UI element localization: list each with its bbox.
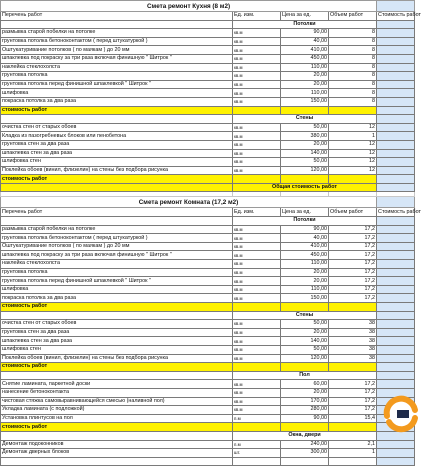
table-row (1, 158, 415, 167)
header-row (1, 12, 415, 21)
section-title[interactable]: Стены (233, 115, 377, 124)
quantity-cell[interactable]: 1 (329, 132, 377, 141)
empty-cell[interactable] (281, 303, 329, 312)
header-row (1, 208, 415, 217)
table-row (1, 260, 415, 269)
work-name-cell[interactable]: Поклейка обоев (винил, флизелин) на стены без подбора рисунка (1, 354, 233, 363)
estimate-title-row (1, 197, 415, 208)
price-cell[interactable]: 170,00 (281, 397, 329, 406)
work-name-cell[interactable]: грунтовка потолка (1, 268, 233, 277)
cost-cell[interactable] (377, 158, 415, 167)
quantity-cell[interactable]: 8 (329, 80, 377, 89)
table-row (1, 328, 415, 337)
quantity-cell[interactable]: 38 (329, 345, 377, 354)
table-row (1, 80, 415, 89)
work-name-cell[interactable]: шлифовка стен (1, 345, 233, 354)
unit-cell[interactable]: кв.м (233, 80, 281, 89)
price-cell[interactable]: 110,00 (281, 89, 329, 98)
cost-cell[interactable] (377, 242, 415, 251)
unit-cell[interactable]: кв.м (233, 29, 281, 38)
work-name-cell[interactable]: грунтовка стен за два раза (1, 140, 233, 149)
cost-cell[interactable] (377, 354, 415, 363)
work-name-cell[interactable]: Поклейка обоев (винил, флизелин) на стены без подбора рисунка (1, 166, 233, 175)
empty-row (1, 457, 415, 466)
empty-cell[interactable] (329, 423, 377, 432)
empty-cell[interactable] (281, 175, 329, 184)
cost-cell[interactable] (377, 260, 415, 269)
table-row (1, 225, 415, 234)
quantity-cell[interactable]: 12 (329, 140, 377, 149)
quantity-cell[interactable]: 17,2 (329, 380, 377, 389)
price-cell[interactable]: 280,00 (281, 406, 329, 415)
column-header[interactable]: Объем работ (329, 208, 377, 217)
price-cell[interactable]: 20,00 (281, 80, 329, 89)
quantity-cell[interactable]: 17,2 (329, 277, 377, 286)
cost-cell[interactable] (377, 166, 415, 175)
quantity-cell[interactable]: 17,2 (329, 285, 377, 294)
table-row (1, 285, 415, 294)
price-cell[interactable]: 20,00 (281, 140, 329, 149)
empty-cell[interactable] (377, 115, 415, 124)
quantity-cell[interactable]: 17,2 (329, 406, 377, 415)
work-name-cell[interactable]: грунтовка потолка перед финишной шпаклевкой " Шитрок " (1, 277, 233, 286)
unit-cell[interactable]: кв.м (233, 149, 281, 158)
cost-label[interactable]: стоимость работ (1, 175, 233, 184)
table-row (1, 277, 415, 286)
price-cell[interactable]: 90,00 (281, 414, 329, 423)
cost-total-cell[interactable] (377, 303, 415, 312)
quantity-cell[interactable]: 38 (329, 328, 377, 337)
cost-cell[interactable] (377, 449, 415, 458)
brand-logo-icon (381, 394, 421, 434)
cost-cell[interactable] (377, 132, 415, 141)
quantity-cell[interactable]: 8 (329, 46, 377, 55)
price-cell[interactable]: 40,00 (281, 234, 329, 243)
table-row (1, 345, 415, 354)
cost-row (1, 303, 415, 312)
price-cell[interactable]: 240,00 (281, 440, 329, 449)
unit-cell[interactable]: кв.м (233, 380, 281, 389)
price-cell[interactable]: 140,00 (281, 337, 329, 346)
work-name-cell[interactable]: шлифовка (1, 285, 233, 294)
column-header[interactable]: Ед. изм. (233, 12, 281, 21)
unit-cell[interactable]: шт. (233, 449, 281, 458)
table-row (1, 132, 415, 141)
empty-cell[interactable] (1, 311, 233, 320)
estimate-title[interactable]: Смета ремонт Кухня (8 м2) (1, 1, 377, 12)
table-row (1, 97, 415, 106)
empty-cell[interactable] (233, 363, 281, 372)
table-row (1, 337, 415, 346)
cost-cell[interactable] (377, 268, 415, 277)
cost-row (1, 106, 415, 115)
work-name-cell[interactable]: нанесение бетоноконтакта (1, 388, 233, 397)
table-row (1, 54, 415, 63)
empty-cell[interactable] (329, 363, 377, 372)
cost-cell[interactable] (377, 123, 415, 132)
quantity-cell[interactable]: 17,2 (329, 397, 377, 406)
price-cell[interactable]: 20,00 (281, 268, 329, 277)
total-row (1, 183, 415, 192)
empty-cell[interactable] (281, 106, 329, 115)
table-row (1, 37, 415, 46)
quantity-cell[interactable]: 17,2 (329, 242, 377, 251)
unit-cell[interactable]: кв.м (233, 46, 281, 55)
quantity-cell[interactable]: 2,1 (329, 440, 377, 449)
unit-cell[interactable]: кв.м (233, 345, 281, 354)
cost-cell[interactable] (377, 234, 415, 243)
empty-cell[interactable] (281, 457, 329, 466)
price-cell[interactable]: 90,00 (281, 225, 329, 234)
cost-cell[interactable] (377, 294, 415, 303)
price-cell[interactable]: 150,00 (281, 294, 329, 303)
work-name-cell[interactable]: шпаклевка стен за два раза (1, 337, 233, 346)
cost-label[interactable]: стоимость работ (1, 423, 233, 432)
cost-cell[interactable] (377, 380, 415, 389)
cost-label[interactable]: стоимость работ (1, 303, 233, 312)
work-name-cell[interactable]: шпаклевка стен за два раза (1, 149, 233, 158)
work-name-cell[interactable]: наклейка стеклохолста (1, 260, 233, 269)
empty-cell[interactable] (1, 457, 233, 466)
unit-cell[interactable]: п.м (233, 414, 281, 423)
unit-cell[interactable]: п.м (233, 440, 281, 449)
price-cell[interactable]: 450,00 (281, 251, 329, 260)
cost-cell[interactable] (377, 72, 415, 81)
quantity-cell[interactable]: 17,2 (329, 234, 377, 243)
unit-cell[interactable]: кв.м (233, 72, 281, 81)
price-cell[interactable]: 140,00 (281, 149, 329, 158)
column-header[interactable]: Перечень работ (1, 12, 233, 21)
cost-cell[interactable] (377, 80, 415, 89)
price-cell[interactable]: 410,00 (281, 46, 329, 55)
price-cell[interactable]: 90,00 (281, 29, 329, 38)
cost-cell[interactable] (377, 328, 415, 337)
cost-cell[interactable] (377, 277, 415, 286)
empty-cell[interactable] (1, 217, 233, 226)
work-name-cell[interactable]: Кладка из пазогребневых блоков или пенобетона (1, 132, 233, 141)
empty-cell[interactable] (377, 217, 415, 226)
work-name-cell[interactable]: шпаклевка под покраску за три раза включая финишную " Шитрок " (1, 251, 233, 260)
unit-cell[interactable]: кв.м (233, 123, 281, 132)
column-header[interactable]: Цена за ед. (281, 12, 329, 21)
cost-label[interactable]: стоимость работ (1, 363, 233, 372)
empty-cell[interactable] (377, 311, 415, 320)
work-name-cell[interactable]: грунтовка потолка бетоноконтактом ( перед штукатуркой ) (1, 37, 233, 46)
price-cell[interactable]: 380,00 (281, 132, 329, 141)
empty-cell[interactable] (281, 363, 329, 372)
price-cell[interactable]: 20,00 (281, 277, 329, 286)
work-name-cell[interactable]: Демонтаж дверных блоков (1, 449, 233, 458)
cost-cell[interactable] (377, 63, 415, 72)
column-header[interactable]: Перечень работ (1, 208, 233, 217)
work-name-cell[interactable]: Снятие ламината, паркетной доски (1, 380, 233, 389)
work-name-cell[interactable]: очистка стен от старых обоев (1, 123, 233, 132)
cost-cell[interactable] (377, 89, 415, 98)
table-row (1, 46, 415, 55)
table-row (1, 268, 415, 277)
table-row (1, 89, 415, 98)
work-name-cell[interactable]: грунтовка потолка (1, 72, 233, 81)
quantity-cell[interactable]: 12 (329, 123, 377, 132)
section-row (1, 115, 415, 124)
price-cell[interactable]: 110,00 (281, 63, 329, 72)
cost-cell[interactable] (377, 46, 415, 55)
quantity-cell[interactable]: 15,4 (329, 414, 377, 423)
work-name-cell[interactable]: Оштукатуривание потолков ( по маякам ) до 20 мм (1, 46, 233, 55)
cost-cell[interactable] (377, 29, 415, 38)
table-row (1, 29, 415, 38)
price-cell[interactable]: 110,00 (281, 260, 329, 269)
price-cell[interactable]: 150,00 (281, 97, 329, 106)
unit-cell[interactable]: кв.м (233, 388, 281, 397)
cost-cell[interactable] (377, 149, 415, 158)
quantity-cell[interactable]: 17,2 (329, 388, 377, 397)
table-row (1, 414, 415, 423)
empty-cell[interactable] (377, 371, 415, 380)
price-cell[interactable]: 20,00 (281, 388, 329, 397)
unit-cell[interactable]: кв.м (233, 328, 281, 337)
empty-cell[interactable] (377, 197, 415, 208)
unit-cell[interactable]: кв.м (233, 285, 281, 294)
quantity-cell[interactable]: 17,2 (329, 294, 377, 303)
grand-total-cell[interactable] (377, 183, 415, 192)
table-row (1, 294, 415, 303)
cost-cell[interactable] (377, 440, 415, 449)
table-row (1, 354, 415, 363)
table-row (1, 320, 415, 329)
price-cell[interactable]: 60,00 (281, 380, 329, 389)
price-cell[interactable]: 110,00 (281, 285, 329, 294)
work-name-cell[interactable]: очистка стен от старых обоев (1, 320, 233, 329)
cost-cell[interactable] (377, 285, 415, 294)
price-cell[interactable]: 50,00 (281, 158, 329, 167)
quantity-cell[interactable]: 38 (329, 320, 377, 329)
table-row (1, 380, 415, 389)
column-header[interactable]: Ед. изм. (233, 208, 281, 217)
unit-cell[interactable]: кв.м (233, 234, 281, 243)
unit-cell[interactable]: кв.м (233, 140, 281, 149)
empty-cell[interactable] (233, 457, 281, 466)
quantity-cell[interactable]: 38 (329, 354, 377, 363)
unit-cell[interactable]: кв.м (233, 37, 281, 46)
work-name-cell[interactable]: грунтовка потолка перед финишной шпаклевкой " Шитрок " (1, 80, 233, 89)
work-name-cell[interactable]: Установка плинтусов на пол (1, 414, 233, 423)
work-name-cell[interactable]: покраска потолка за два раза (1, 97, 233, 106)
quantity-cell[interactable]: 8 (329, 72, 377, 81)
table-row (1, 388, 415, 397)
unit-cell[interactable]: кв.м (233, 63, 281, 72)
cost-row (1, 423, 415, 432)
empty-cell[interactable] (329, 106, 377, 115)
work-name-cell[interactable]: наклейка стеклохолста (1, 63, 233, 72)
unit-cell[interactable]: кв.м (233, 97, 281, 106)
unit-cell[interactable]: кв.м (233, 89, 281, 98)
estimate-title-row (1, 1, 415, 12)
unit-cell[interactable]: кв.м (233, 54, 281, 63)
table-row (1, 149, 415, 158)
empty-cell[interactable] (377, 20, 415, 29)
price-cell[interactable]: 410,00 (281, 242, 329, 251)
cost-cell[interactable] (377, 37, 415, 46)
empty-cell[interactable] (377, 457, 415, 466)
table-row (1, 242, 415, 251)
price-cell[interactable]: 20,00 (281, 328, 329, 337)
quantity-cell[interactable]: 38 (329, 337, 377, 346)
empty-cell[interactable] (1, 20, 233, 29)
section-row (1, 371, 415, 380)
unit-cell[interactable]: кв.м (233, 294, 281, 303)
quantity-cell[interactable]: 12 (329, 149, 377, 158)
empty-cell[interactable] (329, 175, 377, 184)
table-row (1, 166, 415, 175)
section-row (1, 431, 415, 440)
empty-cell[interactable] (233, 175, 281, 184)
section-row (1, 311, 415, 320)
price-cell[interactable]: 40,00 (281, 37, 329, 46)
empty-cell[interactable] (377, 1, 415, 12)
quantity-cell[interactable]: 1 (329, 449, 377, 458)
price-cell[interactable]: 450,00 (281, 54, 329, 63)
empty-cell[interactable] (233, 106, 281, 115)
cost-cell[interactable] (377, 97, 415, 106)
empty-cell[interactable] (329, 303, 377, 312)
unit-cell[interactable]: кв.м (233, 132, 281, 141)
quantity-cell[interactable]: 8 (329, 37, 377, 46)
price-cell[interactable]: 120,00 (281, 166, 329, 175)
quantity-cell[interactable]: 8 (329, 89, 377, 98)
estimate-title[interactable]: Смета ремонт Комната (17,2 м2) (1, 197, 377, 208)
price-cell[interactable]: 120,00 (281, 354, 329, 363)
unit-cell[interactable]: кв.м (233, 158, 281, 167)
cost-cell[interactable] (377, 225, 415, 234)
work-name-cell[interactable]: размывка старой побелки на потолке (1, 29, 233, 38)
quantity-cell[interactable]: 17,2 (329, 225, 377, 234)
cost-total-cell[interactable] (377, 363, 415, 372)
cost-cell[interactable] (377, 140, 415, 149)
table-row (1, 123, 415, 132)
cost-row (1, 363, 415, 372)
table-row (1, 440, 415, 449)
cost-cell[interactable] (377, 337, 415, 346)
section-row (1, 20, 415, 29)
unit-cell[interactable]: кв.м (233, 320, 281, 329)
table-row (1, 251, 415, 260)
quantity-cell[interactable]: 12 (329, 166, 377, 175)
price-cell[interactable]: 50,00 (281, 320, 329, 329)
total-label[interactable]: Общая стоимость работ (233, 183, 377, 192)
column-header[interactable]: Объем работ (329, 12, 377, 21)
quantity-cell[interactable]: 17,2 (329, 260, 377, 269)
quantity-cell[interactable]: 8 (329, 63, 377, 72)
empty-cell[interactable] (281, 423, 329, 432)
table-row (1, 406, 415, 415)
empty-cell[interactable] (233, 423, 281, 432)
section-title[interactable]: Потолки (233, 217, 377, 226)
section-row (1, 217, 415, 226)
price-cell[interactable]: 20,00 (281, 72, 329, 81)
quantity-cell[interactable]: 17,2 (329, 268, 377, 277)
price-cell[interactable]: 300,00 (281, 449, 329, 458)
work-name-cell[interactable]: шпаклевка под покраску за три раза включая финишную " Шитрок " (1, 54, 233, 63)
work-name-cell[interactable]: размывка старой побелки на потолке (1, 225, 233, 234)
work-name-cell[interactable]: Демонтаж подоконников (1, 440, 233, 449)
empty-cell[interactable] (1, 115, 233, 124)
cost-total-cell[interactable] (377, 106, 415, 115)
unit-cell[interactable]: кв.м (233, 268, 281, 277)
empty-cell[interactable] (1, 371, 233, 380)
column-header[interactable]: Стоимость работ (378, 208, 421, 215)
unit-cell[interactable]: кв.м (233, 337, 281, 346)
empty-cell[interactable] (233, 303, 281, 312)
cost-row (1, 175, 415, 184)
quantity-cell[interactable]: 8 (329, 29, 377, 38)
section-title[interactable]: Пол (233, 371, 377, 380)
unit-cell[interactable]: кв.м (233, 166, 281, 175)
price-cell[interactable]: 50,00 (281, 123, 329, 132)
table-row (1, 63, 415, 72)
unit-cell[interactable]: кв.м (233, 354, 281, 363)
column-header[interactable]: Стоимость работ (378, 12, 421, 19)
table-row (1, 234, 415, 243)
cost-total-cell[interactable] (377, 175, 415, 184)
unit-cell[interactable]: кв.м (233, 242, 281, 251)
quantity-cell[interactable]: 17,2 (329, 251, 377, 260)
unit-cell[interactable]: кв.м (233, 397, 281, 406)
unit-cell[interactable]: кв.м (233, 260, 281, 269)
work-name-cell[interactable]: Оштукатуривание потолков ( по маякам ) до 20 мм (1, 242, 233, 251)
cost-cell[interactable] (377, 320, 415, 329)
table-row (1, 397, 415, 406)
quantity-cell[interactable]: 12 (329, 158, 377, 167)
table-row (1, 140, 415, 149)
work-name-cell[interactable]: шлифовка (1, 89, 233, 98)
table-row (1, 72, 415, 81)
cost-cell[interactable] (377, 345, 415, 354)
empty-cell[interactable] (1, 431, 233, 440)
work-name-cell[interactable]: Укладка ламината (с подложкой) (1, 406, 233, 415)
table-row (1, 449, 415, 458)
cost-cell[interactable] (377, 54, 415, 63)
work-name-cell[interactable]: покраска потолка за два раза (1, 294, 233, 303)
work-name-cell[interactable]: грунтовка стен за два раза (1, 328, 233, 337)
section-title[interactable]: Окна, двери (233, 431, 377, 440)
column-header[interactable]: Цена за ед. (281, 208, 329, 217)
work-name-cell[interactable]: грунтовка потолка бетоноконтактом ( перед штукатуркой ) (1, 234, 233, 243)
empty-cell[interactable] (1, 183, 233, 192)
unit-cell[interactable]: кв.м (233, 251, 281, 260)
unit-cell[interactable]: кв.м (233, 406, 281, 415)
quantity-cell[interactable]: 8 (329, 97, 377, 106)
cost-label[interactable]: стоимость работ (1, 106, 233, 115)
unit-cell[interactable]: кв.м (233, 277, 281, 286)
work-name-cell[interactable]: шлифовка стен (1, 158, 233, 167)
quantity-cell[interactable]: 8 (329, 54, 377, 63)
section-title[interactable]: Стены (233, 311, 377, 320)
cost-cell[interactable] (377, 251, 415, 260)
empty-cell[interactable] (329, 457, 377, 466)
work-name-cell[interactable]: чистовая стяжка самовыравнивающейся смесью (наливной пол) (1, 397, 233, 406)
unit-cell[interactable]: кв.м (233, 225, 281, 234)
section-title[interactable]: Потолки (233, 20, 377, 29)
price-cell[interactable]: 50,00 (281, 345, 329, 354)
